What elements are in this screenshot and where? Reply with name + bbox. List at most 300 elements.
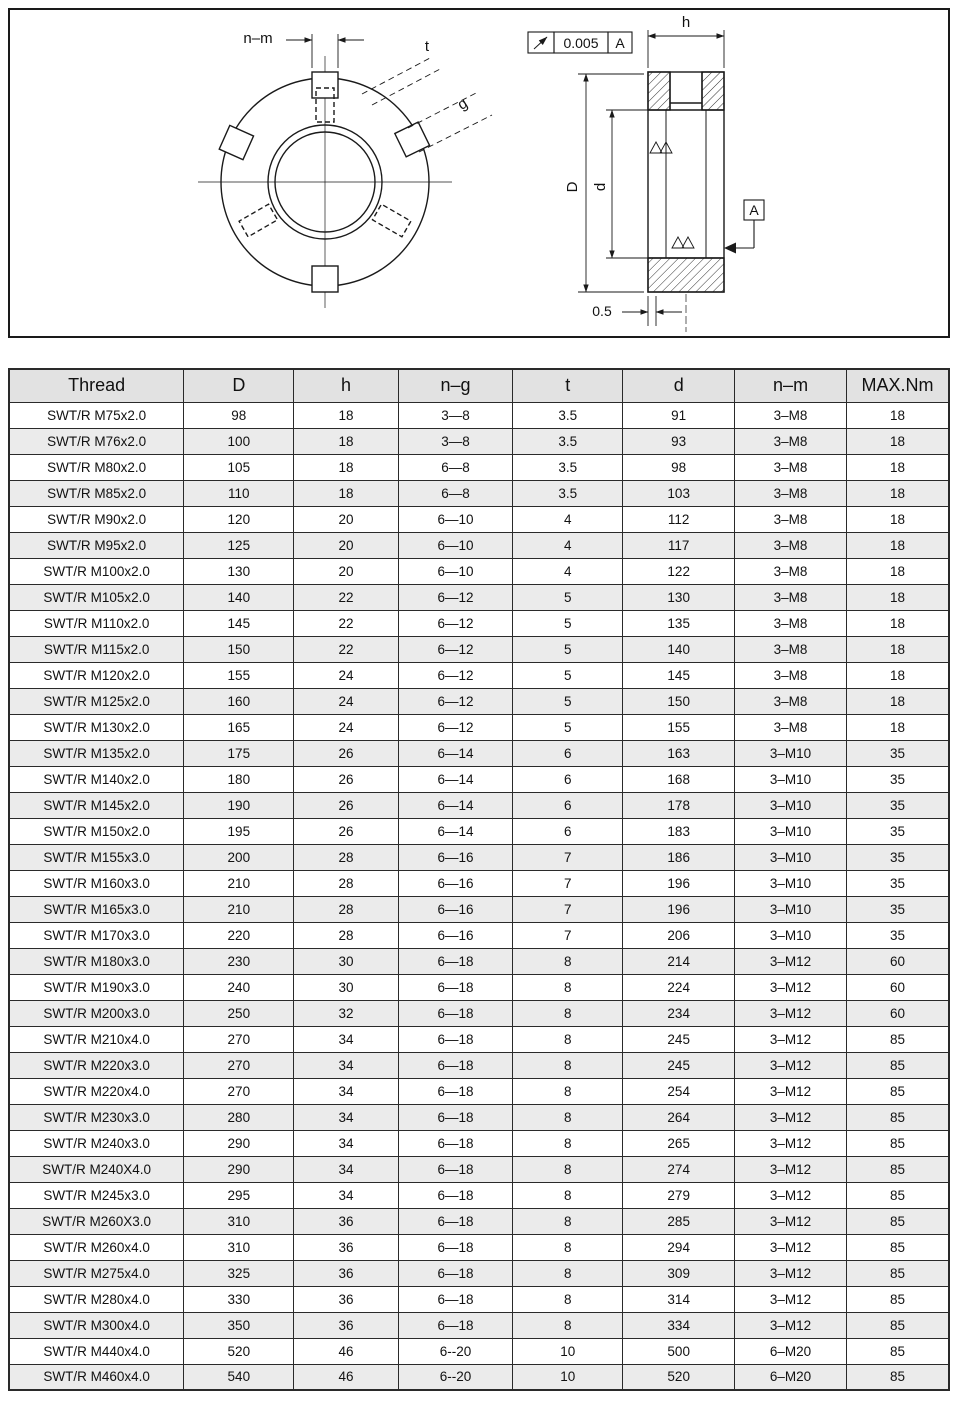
cell-n-g: 6—10 xyxy=(398,506,513,532)
cell-D: 130 xyxy=(184,558,294,584)
cell-max-nm: 35 xyxy=(846,844,949,870)
cell-h: 26 xyxy=(294,792,398,818)
cell-max-nm: 18 xyxy=(846,506,949,532)
table-row xyxy=(9,1208,949,1234)
cell-n-g: 6—14 xyxy=(398,792,513,818)
cell-n-g: 6—14 xyxy=(398,740,513,766)
cell-h: 34 xyxy=(294,1182,398,1208)
cell-thread: SWT/R M230x3.0 xyxy=(9,1104,184,1130)
cell-h: 22 xyxy=(294,610,398,636)
cell-n-g: 6—18 xyxy=(398,1234,513,1260)
cell-D: 180 xyxy=(184,766,294,792)
cell-d: 294 xyxy=(623,1234,735,1260)
cell-n-m: 3–M10 xyxy=(735,766,847,792)
cell-t: 3.5 xyxy=(513,454,623,480)
technical-drawing xyxy=(10,10,948,336)
cell-d: 254 xyxy=(623,1078,735,1104)
cell-n-m: 3–M10 xyxy=(735,792,847,818)
cell-thread: SWT/R M190x3.0 xyxy=(9,974,184,1000)
cell-thread: SWT/R M135x2.0 xyxy=(9,740,184,766)
cell-n-g: 6—12 xyxy=(398,688,513,714)
cell-h: 18 xyxy=(294,454,398,480)
cell-d: 245 xyxy=(623,1026,735,1052)
tolerance-datum: A xyxy=(615,35,625,51)
cell-t: 4 xyxy=(513,558,623,584)
cell-D: 175 xyxy=(184,740,294,766)
cell-d: 234 xyxy=(623,1000,735,1026)
tolerance-value: 0.005 xyxy=(563,35,599,51)
offset-dimension xyxy=(622,294,686,332)
cell-n-m: 3–M8 xyxy=(735,428,847,454)
cell-d: 163 xyxy=(623,740,735,766)
cell-max-nm: 18 xyxy=(846,558,949,584)
cell-thread: SWT/R M260x4.0 xyxy=(9,1234,184,1260)
threaded-hole-hidden xyxy=(372,204,410,237)
cell-d: 145 xyxy=(623,662,735,688)
cell-n-g: 6—12 xyxy=(398,714,513,740)
cell-n-m: 3–M8 xyxy=(735,454,847,480)
cell-n-g: 6—18 xyxy=(398,1078,513,1104)
cell-D: 330 xyxy=(184,1286,294,1312)
table-row xyxy=(9,844,949,870)
cell-D: 165 xyxy=(184,714,294,740)
cell-D: 140 xyxy=(184,584,294,610)
cell-max-nm: 35 xyxy=(846,766,949,792)
cell-n-g: 6—18 xyxy=(398,1052,513,1078)
cell-n-g: 6—18 xyxy=(398,974,513,1000)
cell-D: 270 xyxy=(184,1026,294,1052)
cell-D: 350 xyxy=(184,1312,294,1338)
cell-h: 20 xyxy=(294,506,398,532)
cell-thread: SWT/R M280x4.0 xyxy=(9,1286,184,1312)
cell-d: 245 xyxy=(623,1052,735,1078)
cell-t: 8 xyxy=(513,1286,623,1312)
cell-D: 210 xyxy=(184,896,294,922)
cell-n-m: 3–M8 xyxy=(735,662,847,688)
cell-t: 8 xyxy=(513,1104,623,1130)
cell-t: 6 xyxy=(513,792,623,818)
table-row xyxy=(9,1286,949,1312)
cell-t: 8 xyxy=(513,1052,623,1078)
cell-n-g: 6--20 xyxy=(398,1338,513,1364)
column-header-d: d xyxy=(623,369,735,402)
column-header-t: t xyxy=(513,369,623,402)
table-row xyxy=(9,792,949,818)
cell-n-m: 3–M10 xyxy=(735,922,847,948)
cell-thread: SWT/R M110x2.0 xyxy=(9,610,184,636)
cell-n-g: 6—16 xyxy=(398,844,513,870)
cell-t: 6 xyxy=(513,740,623,766)
cell-thread: SWT/R M275x4.0 xyxy=(9,1260,184,1286)
cell-thread: SWT/R M80x2.0 xyxy=(9,454,184,480)
cell-h: 26 xyxy=(294,766,398,792)
cell-thread: SWT/R M180x3.0 xyxy=(9,948,184,974)
cell-max-nm: 18 xyxy=(846,454,949,480)
table-row xyxy=(9,1026,949,1052)
cell-D: 540 xyxy=(184,1364,294,1390)
cell-D: 125 xyxy=(184,532,294,558)
thread-symbol-icon xyxy=(672,237,694,248)
table-row xyxy=(9,740,949,766)
spec-table-body xyxy=(9,402,949,1390)
cell-t: 4 xyxy=(513,532,623,558)
cell-n-g: 6—18 xyxy=(398,1260,513,1286)
cell-thread: SWT/R M155x3.0 xyxy=(9,844,184,870)
cell-D: 325 xyxy=(184,1260,294,1286)
cell-h: 36 xyxy=(294,1286,398,1312)
cell-h: 18 xyxy=(294,428,398,454)
cell-h: 34 xyxy=(294,1078,398,1104)
cell-t: 3.5 xyxy=(513,402,623,428)
cell-max-nm: 85 xyxy=(846,1104,949,1130)
cell-d: 112 xyxy=(623,506,735,532)
cell-h: 18 xyxy=(294,402,398,428)
cell-d: 214 xyxy=(623,948,735,974)
cell-n-m: 3–M12 xyxy=(735,1130,847,1156)
cell-t: 7 xyxy=(513,870,623,896)
cell-thread: SWT/R M245x3.0 xyxy=(9,1182,184,1208)
section-hatch-top-left xyxy=(648,72,670,110)
cell-n-g: 3—8 xyxy=(398,428,513,454)
column-header-max-nm: MAX.Nm xyxy=(846,369,949,402)
spec-table xyxy=(8,368,950,1391)
cell-t: 3.5 xyxy=(513,480,623,506)
cell-thread: SWT/R M115x2.0 xyxy=(9,636,184,662)
cell-n-g: 6—10 xyxy=(398,532,513,558)
cell-d: 224 xyxy=(623,974,735,1000)
cell-thread: SWT/R M130x2.0 xyxy=(9,714,184,740)
cell-t: 3.5 xyxy=(513,428,623,454)
cell-d: 309 xyxy=(623,1260,735,1286)
cell-n-g: 6—18 xyxy=(398,1312,513,1338)
cell-n-g: 6—18 xyxy=(398,948,513,974)
cell-h: 32 xyxy=(294,1000,398,1026)
front-view xyxy=(198,30,492,308)
cell-n-m: 3–M12 xyxy=(735,1182,847,1208)
cell-max-nm: 18 xyxy=(846,584,949,610)
cell-h: 20 xyxy=(294,558,398,584)
cell-h: 22 xyxy=(294,584,398,610)
cell-D: 310 xyxy=(184,1234,294,1260)
cell-D: 200 xyxy=(184,844,294,870)
cell-t: 7 xyxy=(513,922,623,948)
cell-h: 46 xyxy=(294,1364,398,1390)
cell-max-nm: 85 xyxy=(846,1234,949,1260)
cell-max-nm: 85 xyxy=(846,1312,949,1338)
table-row xyxy=(9,662,949,688)
cell-d: 196 xyxy=(623,870,735,896)
cell-h: 30 xyxy=(294,948,398,974)
cell-thread: SWT/R M220x4.0 xyxy=(9,1078,184,1104)
cell-d: 168 xyxy=(623,766,735,792)
cell-n-m: 3–M12 xyxy=(735,948,847,974)
cell-d: 91 xyxy=(623,402,735,428)
cell-n-g: 6—18 xyxy=(398,1208,513,1234)
cell-d: 150 xyxy=(623,688,735,714)
cell-D: 155 xyxy=(184,662,294,688)
column-header-n-g: n–g xyxy=(398,369,513,402)
cell-D: 98 xyxy=(184,402,294,428)
cell-n-m: 3–M8 xyxy=(735,506,847,532)
cell-D: 100 xyxy=(184,428,294,454)
cell-d: 130 xyxy=(623,584,735,610)
cell-n-m: 3–M12 xyxy=(735,1052,847,1078)
cell-max-nm: 18 xyxy=(846,662,949,688)
cell-t: 8 xyxy=(513,1208,623,1234)
cell-max-nm: 85 xyxy=(846,1078,949,1104)
t-leader-lines xyxy=(362,58,442,105)
table-row xyxy=(9,1052,949,1078)
cell-thread: SWT/R M460x4.0 xyxy=(9,1364,184,1390)
cell-n-g: 6—18 xyxy=(398,1286,513,1312)
cell-t: 5 xyxy=(513,584,623,610)
cell-n-m: 6–M20 xyxy=(735,1338,847,1364)
cell-max-nm: 85 xyxy=(846,1026,949,1052)
cell-n-m: 3–M12 xyxy=(735,1078,847,1104)
cell-h: 36 xyxy=(294,1234,398,1260)
cell-h: 34 xyxy=(294,1026,398,1052)
cell-D: 250 xyxy=(184,1000,294,1026)
cell-h: 36 xyxy=(294,1312,398,1338)
cell-d: 186 xyxy=(623,844,735,870)
column-header-D: D xyxy=(184,369,294,402)
cell-max-nm: 85 xyxy=(846,1052,949,1078)
cell-t: 10 xyxy=(513,1338,623,1364)
cell-n-m: 3–M8 xyxy=(735,636,847,662)
cell-d: 140 xyxy=(623,636,735,662)
cell-n-m: 3–M8 xyxy=(735,558,847,584)
cell-t: 8 xyxy=(513,948,623,974)
table-row xyxy=(9,1260,949,1286)
cell-d: 334 xyxy=(623,1312,735,1338)
cell-h: 24 xyxy=(294,662,398,688)
cell-d: 264 xyxy=(623,1104,735,1130)
cell-d: 178 xyxy=(623,792,735,818)
cell-d: 93 xyxy=(623,428,735,454)
cell-n-m: 3–M12 xyxy=(735,1104,847,1130)
cell-d: 500 xyxy=(623,1338,735,1364)
cell-t: 6 xyxy=(513,818,623,844)
circular-runout-icon xyxy=(534,37,547,49)
column-header-thread: Thread xyxy=(9,369,184,402)
D-dimension xyxy=(578,74,644,292)
cell-D: 290 xyxy=(184,1156,294,1182)
cell-D: 190 xyxy=(184,792,294,818)
cell-h: 34 xyxy=(294,1156,398,1182)
t-label: t xyxy=(424,38,430,55)
cell-max-nm: 85 xyxy=(846,1130,949,1156)
cell-max-nm: 18 xyxy=(846,688,949,714)
cell-thread: SWT/R M170x3.0 xyxy=(9,922,184,948)
cell-D: 270 xyxy=(184,1052,294,1078)
section-hatch-bottom xyxy=(648,258,724,292)
cell-n-m: 3–M8 xyxy=(735,532,847,558)
cell-max-nm: 60 xyxy=(846,948,949,974)
cell-n-m: 3–M12 xyxy=(735,1000,847,1026)
spec-table-head xyxy=(9,369,949,402)
cell-t: 4 xyxy=(513,506,623,532)
cell-D: 195 xyxy=(184,818,294,844)
cell-D: 520 xyxy=(184,1338,294,1364)
cell-thread: SWT/R M440x4.0 xyxy=(9,1338,184,1364)
cell-h: 28 xyxy=(294,922,398,948)
cell-thread: SWT/R M150x2.0 xyxy=(9,818,184,844)
table-row xyxy=(9,1000,949,1026)
cell-n-g: 6—18 xyxy=(398,1130,513,1156)
cell-h: 36 xyxy=(294,1208,398,1234)
cell-max-nm: 18 xyxy=(846,428,949,454)
cell-max-nm: 85 xyxy=(846,1208,949,1234)
table-row xyxy=(9,1130,949,1156)
g-label: g xyxy=(454,94,471,114)
h-dim-label: h xyxy=(681,14,691,31)
cell-D: 220 xyxy=(184,922,294,948)
cell-max-nm: 85 xyxy=(846,1260,949,1286)
cell-n-g: 3—8 xyxy=(398,402,513,428)
cell-t: 8 xyxy=(513,1000,623,1026)
cell-t: 10 xyxy=(513,1364,623,1390)
cell-d: 155 xyxy=(623,714,735,740)
cell-D: 230 xyxy=(184,948,294,974)
section-hatch-top-right xyxy=(702,72,724,110)
table-row xyxy=(9,480,949,506)
cell-max-nm: 35 xyxy=(846,870,949,896)
cell-n-m: 3–M12 xyxy=(735,1026,847,1052)
table-row xyxy=(9,610,949,636)
cell-n-g: 6—12 xyxy=(398,636,513,662)
cell-d: 279 xyxy=(623,1182,735,1208)
cell-thread: SWT/R M100x2.0 xyxy=(9,558,184,584)
cell-n-m: 3–M12 xyxy=(735,1234,847,1260)
cell-t: 8 xyxy=(513,1156,623,1182)
table-row xyxy=(9,896,949,922)
cell-D: 280 xyxy=(184,1104,294,1130)
cell-t: 7 xyxy=(513,896,623,922)
thread-symbol-icon xyxy=(650,142,672,153)
cell-h: 46 xyxy=(294,1338,398,1364)
header-row xyxy=(9,369,949,402)
cell-thread: SWT/R M210x4.0 xyxy=(9,1026,184,1052)
rim-slot xyxy=(312,266,338,292)
cell-n-g: 6—14 xyxy=(398,818,513,844)
cell-d: 183 xyxy=(623,818,735,844)
cell-d: 117 xyxy=(623,532,735,558)
cell-h: 28 xyxy=(294,844,398,870)
cell-n-m: 6–M20 xyxy=(735,1364,847,1390)
h-dimension xyxy=(648,30,724,68)
cell-t: 8 xyxy=(513,1130,623,1156)
cell-thread: SWT/R M125x2.0 xyxy=(9,688,184,714)
cell-h: 24 xyxy=(294,688,398,714)
cell-d: 135 xyxy=(623,610,735,636)
cell-D: 110 xyxy=(184,480,294,506)
cell-n-g: 6--20 xyxy=(398,1364,513,1390)
cell-n-m: 3–M8 xyxy=(735,402,847,428)
table-row xyxy=(9,428,949,454)
cell-t: 5 xyxy=(513,688,623,714)
cell-h: 30 xyxy=(294,974,398,1000)
d-dim-label: d xyxy=(592,182,609,192)
cell-max-nm: 35 xyxy=(846,922,949,948)
cell-thread: SWT/R M140x2.0 xyxy=(9,766,184,792)
cell-D: 160 xyxy=(184,688,294,714)
cell-n-m: 3–M12 xyxy=(735,974,847,1000)
table-row xyxy=(9,1182,949,1208)
cell-n-m: 3–M10 xyxy=(735,818,847,844)
cell-t: 8 xyxy=(513,1078,623,1104)
cell-t: 5 xyxy=(513,662,623,688)
cell-thread: SWT/R M160x3.0 xyxy=(9,870,184,896)
cell-thread: SWT/R M200x3.0 xyxy=(9,1000,184,1026)
cell-t: 8 xyxy=(513,1234,623,1260)
cell-h: 36 xyxy=(294,1260,398,1286)
cell-n-m: 3–M12 xyxy=(735,1312,847,1338)
cell-d: 274 xyxy=(623,1156,735,1182)
column-header-h: h xyxy=(294,369,398,402)
cell-D: 290 xyxy=(184,1130,294,1156)
cell-n-m: 3–M8 xyxy=(735,714,847,740)
d-dimension xyxy=(606,110,662,258)
cell-d: 285 xyxy=(623,1208,735,1234)
cell-n-g: 6—12 xyxy=(398,610,513,636)
cell-h: 34 xyxy=(294,1130,398,1156)
cell-d: 265 xyxy=(623,1130,735,1156)
cell-max-nm: 85 xyxy=(846,1286,949,1312)
cell-d: 103 xyxy=(623,480,735,506)
cell-thread: SWT/R M90x2.0 xyxy=(9,506,184,532)
cell-max-nm: 18 xyxy=(846,610,949,636)
table-row xyxy=(9,1234,949,1260)
cell-thread: SWT/R M85x2.0 xyxy=(9,480,184,506)
cell-n-g: 6—18 xyxy=(398,1000,513,1026)
cell-n-g: 6—8 xyxy=(398,454,513,480)
cell-d: 196 xyxy=(623,896,735,922)
table-row xyxy=(9,1078,949,1104)
cell-d: 314 xyxy=(623,1286,735,1312)
table-row xyxy=(9,506,949,532)
table-row xyxy=(9,584,949,610)
cell-thread: SWT/R M105x2.0 xyxy=(9,584,184,610)
cell-n-m: 3–M8 xyxy=(735,688,847,714)
cell-h: 18 xyxy=(294,480,398,506)
cell-thread: SWT/R M145x2.0 xyxy=(9,792,184,818)
table-row xyxy=(9,636,949,662)
cell-thread: SWT/R M240x3.0 xyxy=(9,1130,184,1156)
cell-t: 8 xyxy=(513,1182,623,1208)
cell-D: 310 xyxy=(184,1208,294,1234)
cell-thread: SWT/R M300x4.0 xyxy=(9,1312,184,1338)
cell-n-m: 3–M12 xyxy=(735,1156,847,1182)
cell-t: 6 xyxy=(513,766,623,792)
cell-n-g: 6—18 xyxy=(398,1026,513,1052)
table-row xyxy=(9,1104,949,1130)
table-row xyxy=(9,402,949,428)
section-view xyxy=(564,14,764,332)
cell-n-m: 3–M10 xyxy=(735,844,847,870)
cell-n-g: 6—16 xyxy=(398,870,513,896)
cell-n-m: 3–M8 xyxy=(735,610,847,636)
cell-n-m: 3–M10 xyxy=(735,740,847,766)
table-row xyxy=(9,922,949,948)
cell-max-nm: 18 xyxy=(846,532,949,558)
cell-n-g: 6—12 xyxy=(398,662,513,688)
cell-D: 105 xyxy=(184,454,294,480)
cell-thread: SWT/R M240X4.0 xyxy=(9,1156,184,1182)
column-header-n-m: n–m xyxy=(735,369,847,402)
cell-d: 98 xyxy=(623,454,735,480)
cell-n-m: 3–M8 xyxy=(735,584,847,610)
offset-dim-label: 0.5 xyxy=(592,303,612,319)
